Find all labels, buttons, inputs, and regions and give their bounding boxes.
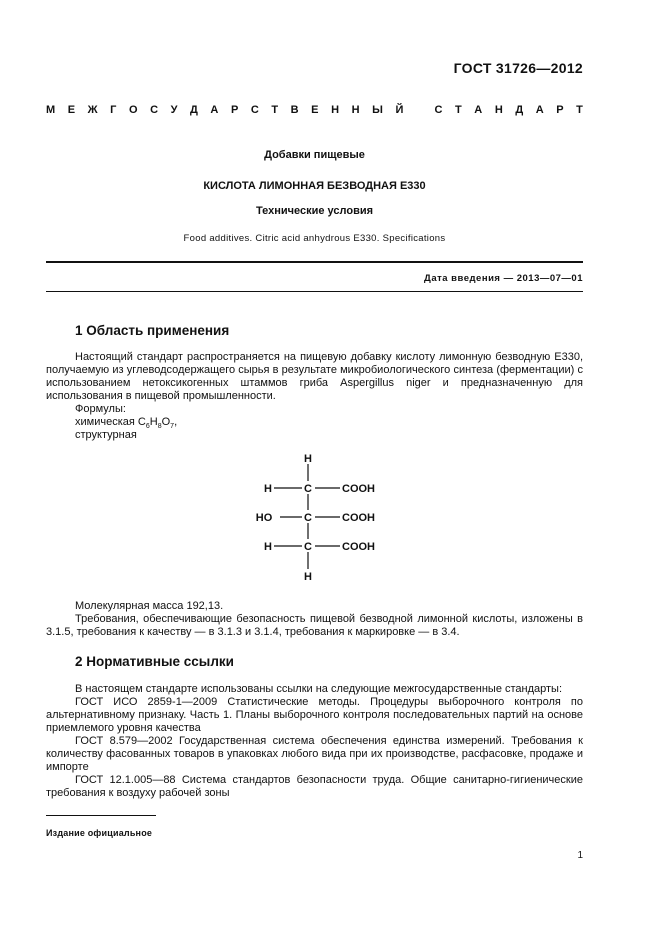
gost-number: ГОСТ 31726—2012: [453, 60, 583, 76]
banner-letter: Е: [311, 104, 319, 116]
section-1-heading: 1 Область применения: [75, 323, 230, 338]
footer-divider: [46, 815, 156, 816]
banner-letter: А: [474, 104, 483, 116]
atom-bottom-h: H: [304, 571, 312, 583]
banner-letter: Т: [576, 104, 583, 116]
banner-letter: Н: [494, 104, 503, 116]
date-divider: [46, 291, 583, 292]
atom-row2-right: COOH: [342, 512, 375, 524]
section-2-intro: В настоящем стандарте использованы ссылки на следующие межгосударственные стандарты:: [75, 683, 563, 695]
banner-letter: Н: [331, 104, 340, 116]
banner-gap: [416, 104, 422, 116]
section-2-heading: 2 Нормативные ссылки: [75, 654, 234, 669]
title-subtitle: Технические условия: [255, 205, 374, 217]
atom-row1-c: C: [304, 483, 312, 495]
banner-letter: Ы: [372, 104, 383, 116]
atom-row1-left: H: [264, 483, 272, 495]
banner-letter: В: [290, 104, 299, 116]
molar-mass: Молекулярная масса 192,13.: [75, 600, 224, 612]
atom-top-h: H: [304, 453, 312, 465]
structural-formula-diagram: [240, 448, 400, 588]
interstate-standard-banner: [46, 104, 583, 116]
banner-letter: А: [535, 104, 544, 116]
official-edition-label: Издание официальное: [46, 828, 153, 838]
banner-letter: У: [170, 104, 178, 116]
banner-letter: С: [434, 104, 443, 116]
atom-row3-c: C: [304, 541, 312, 553]
reference-item: ГОСТ ИСО 2859-1—2009 Статистические методы. Процедуры выборочного контроля по альтернативному признаку. Часть 1. Планы выборочного контроля последовательных партий на основе приемлемого уровня качества: [46, 696, 583, 734]
banner-letter: Г: [110, 104, 117, 116]
banner-letter: О: [128, 104, 138, 116]
section-1-paragraph: Настоящий стандарт распространяется на пищевую добавку кислоту лимонную безводную Е330, получаемую из углеводсодержащего сырья в результате микробиологического синтеза (ферментации) с использованием нетоксикогенных штаммов гриба Aspergillus niger и предназначенную для использования в пищевой промышленности.: [46, 351, 583, 402]
structural-label: структурная: [75, 429, 137, 441]
banner-letter: Д: [190, 104, 198, 116]
banner-letter: Р: [230, 104, 239, 116]
section-1-requirements: Требования, обеспечивающие безопасность пищевой безводной лимонной кислоты, изложены в 3.1.5, требования к качеству — в 3.1.3 и 3.1.4, требования к маркировке — в 3.4.: [46, 613, 583, 638]
banner-letter: Ж: [87, 104, 98, 116]
title-category: Добавки пищевые: [264, 149, 365, 161]
atom-row2-left: HO: [255, 512, 273, 524]
header-divider: [46, 261, 583, 263]
chemical-formula: химическая $C_6H_8O_7$,: [75, 416, 178, 431]
atom-row2-c: C: [304, 512, 312, 524]
banner-letter: Д: [515, 104, 524, 116]
banner-letter: А: [210, 104, 219, 116]
atom-row1-right: COOH: [342, 483, 375, 495]
banner-letter: Н: [351, 104, 360, 116]
banner-letter: Р: [556, 104, 564, 116]
reference-item: ГОСТ 12.1.005—88 Система стандартов безопасности труда. Общие санитарно-гигиенические требования к воздуху рабочей зоны: [46, 774, 583, 799]
banner-letter: Т: [455, 104, 462, 116]
title-product: КИСЛОТА ЛИМОННАЯ БЕЗВОДНАЯ Е330: [203, 180, 426, 192]
reference-item: ГОСТ 8.579—2002 Государственная система обеспечения единства измерений. Требования к количеству фасованных товаров в упаковках любого вида при их производстве, расфасовке, продаже и импорте: [46, 735, 583, 773]
page-number: 1: [577, 850, 583, 861]
banner-letter: М: [46, 104, 56, 116]
intro-date: Дата введения — 2013—07—01: [424, 273, 583, 284]
title-english: Food additives. Citric acid anhydrous E330. Specifications: [183, 233, 446, 244]
banner-letter: С: [250, 104, 259, 116]
atom-row3-left: H: [264, 541, 272, 553]
banner-letter: С: [150, 104, 159, 116]
banner-letter: Й: [395, 104, 404, 116]
formulas-label: Формулы:: [75, 403, 126, 415]
banner-letter: Е: [67, 104, 76, 116]
atom-row3-right: COOH: [342, 541, 375, 553]
banner-letter: Т: [271, 104, 279, 116]
